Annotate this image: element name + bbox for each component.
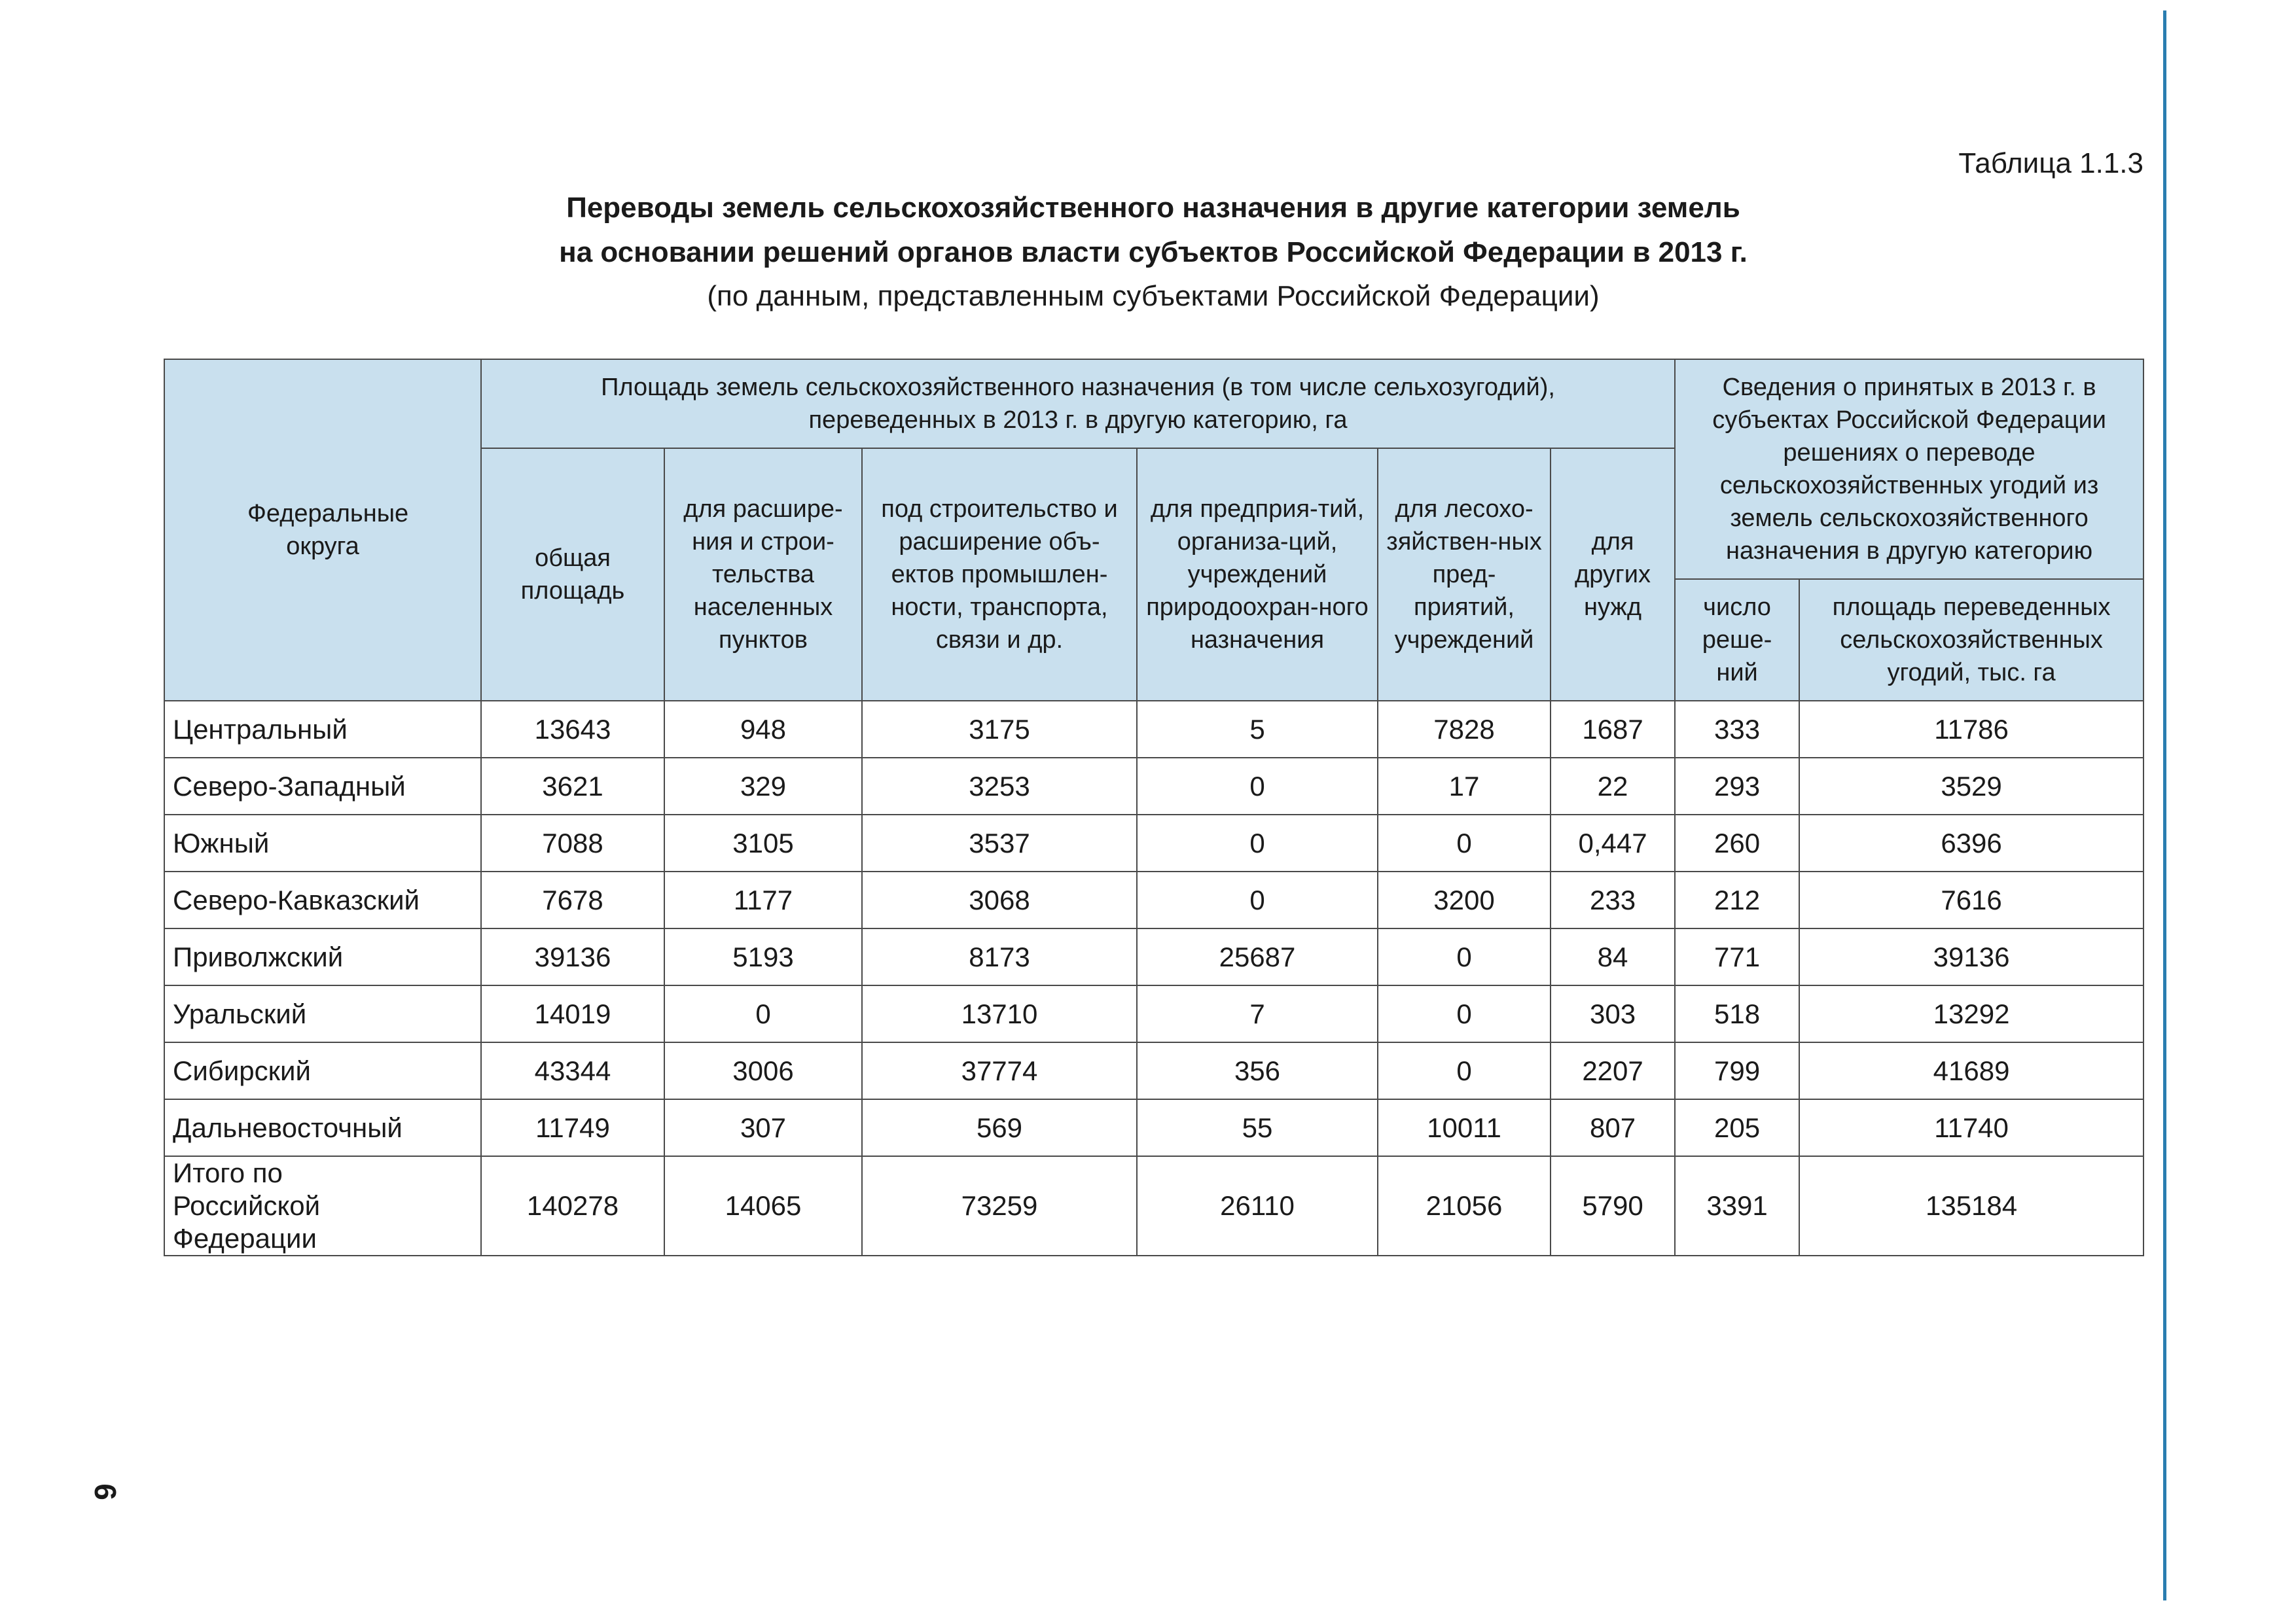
table-row [164, 758, 2144, 815]
header-area-group: Площадь земель сельскохозяйственного назначения (в том числе сельхозугодий), переведенных в 2013 г. в другую категорию, га [481, 359, 1675, 448]
cell-decisions: 212 [1675, 872, 1799, 928]
table-row [164, 815, 2144, 872]
cell-industry: 13710 [862, 985, 1137, 1042]
cell-decisions: 518 [1675, 985, 1799, 1042]
header-settlements: для расшире-ния и строи-тельства населенных пунктов [664, 448, 862, 701]
header-other: для других нужд [1551, 448, 1675, 701]
header-region: Федеральные округа [164, 359, 481, 701]
cell-settlements: 14065 [664, 1156, 862, 1256]
header-forestry: для лесохо-зяйствен-ных пред-приятий, учреждений [1378, 448, 1551, 701]
cell-nature: 7 [1137, 985, 1378, 1042]
table-row [164, 1156, 2144, 1256]
cell-region: Северо-Западный [164, 758, 481, 815]
cell-transferred: 3529 [1799, 758, 2144, 815]
cell-decisions: 3391 [1675, 1156, 1799, 1256]
page-number: 6 [88, 1483, 122, 1500]
cell-industry: 3253 [862, 758, 1137, 815]
cell-other: 2207 [1551, 1042, 1675, 1099]
cell-nature: 5 [1137, 701, 1378, 758]
cell-industry: 3537 [862, 815, 1137, 872]
cell-region: Центральный [164, 701, 481, 758]
page-edge-rule [2163, 10, 2166, 1600]
cell-nature: 55 [1137, 1099, 1378, 1156]
cell-total: 14019 [481, 985, 664, 1042]
cell-other: 303 [1551, 985, 1675, 1042]
cell-industry: 37774 [862, 1042, 1137, 1099]
cell-decisions: 799 [1675, 1042, 1799, 1099]
cell-settlements: 329 [664, 758, 862, 815]
cell-region: Северо-Кавказский [164, 872, 481, 928]
cell-other: 84 [1551, 928, 1675, 985]
cell-forestry: 0 [1378, 1042, 1551, 1099]
cell-transferred: 11786 [1799, 701, 2144, 758]
table-row [164, 928, 2144, 985]
header-info-group: Сведения о принятых в 2013 г. в субъектах Российской Федерации решениях о переводе сельскохозяйственных угодий из земель сельскохозяйственного назначения в другую категорию [1675, 359, 2144, 579]
table-row [164, 1099, 2144, 1156]
cell-forestry: 0 [1378, 928, 1551, 985]
title-subtitle: (по данным, представленным субъектами Российской Федерации) [707, 280, 1600, 312]
cell-total: 140278 [481, 1156, 664, 1256]
header-industry: под строительство и расширение объ-ектов промышлен-ности, транспорта, связи и др. [862, 448, 1137, 701]
cell-region: Дальневосточный [164, 1099, 481, 1156]
cell-settlements: 948 [664, 701, 862, 758]
title-line-1: Переводы земель сельскохозяйственного назначения в другие категории земель [566, 192, 1740, 224]
cell-total: 7088 [481, 815, 664, 872]
cell-industry: 3175 [862, 701, 1137, 758]
table-row [164, 985, 2144, 1042]
cell-total: 43344 [481, 1042, 664, 1099]
cell-decisions: 260 [1675, 815, 1799, 872]
table-row [164, 872, 2144, 928]
cell-settlements: 307 [664, 1099, 862, 1156]
cell-nature: 0 [1137, 758, 1378, 815]
cell-decisions: 205 [1675, 1099, 1799, 1156]
cell-forestry: 3200 [1378, 872, 1551, 928]
header-transferred: площадь переведенных сельскохозяйственных угодий, тыс. га [1799, 579, 2144, 701]
cell-nature: 0 [1137, 872, 1378, 928]
cell-nature: 356 [1137, 1042, 1378, 1099]
title-line-2: на основании решений органов власти субъектов Российской Федерации в 2013 г. [559, 236, 1748, 268]
cell-total: 3621 [481, 758, 664, 815]
cell-transferred: 6396 [1799, 815, 2144, 872]
cell-region: Южный [164, 815, 481, 872]
cell-region: Уральский [164, 985, 481, 1042]
table-number: Таблица 1.1.3 [1958, 147, 2144, 179]
cell-total: 11749 [481, 1099, 664, 1156]
cell-nature: 0 [1137, 815, 1378, 872]
cell-settlements: 0 [664, 985, 862, 1042]
cell-industry: 73259 [862, 1156, 1137, 1256]
cell-settlements: 5193 [664, 928, 862, 985]
cell-total: 13643 [481, 701, 664, 758]
cell-industry: 3068 [862, 872, 1137, 928]
table-row [164, 1042, 2144, 1099]
cell-decisions: 333 [1675, 701, 1799, 758]
cell-transferred: 41689 [1799, 1042, 2144, 1099]
cell-other: 233 [1551, 872, 1675, 928]
cell-other: 807 [1551, 1099, 1675, 1156]
cell-decisions: 771 [1675, 928, 1799, 985]
cell-forestry: 17 [1378, 758, 1551, 815]
cell-total: 39136 [481, 928, 664, 985]
header-total-area: общая площадь [481, 448, 664, 701]
cell-forestry: 0 [1378, 985, 1551, 1042]
cell-nature: 26110 [1137, 1156, 1378, 1256]
cell-forestry: 10011 [1378, 1099, 1551, 1156]
cell-industry: 8173 [862, 928, 1137, 985]
cell-other: 1687 [1551, 701, 1675, 758]
cell-other: 22 [1551, 758, 1675, 815]
cell-other: 5790 [1551, 1156, 1675, 1256]
cell-region: Приволжский [164, 928, 481, 985]
cell-transferred: 13292 [1799, 985, 2144, 1042]
cell-transferred: 39136 [1799, 928, 2144, 985]
header-decisions: число реше-ний [1675, 579, 1799, 701]
cell-industry: 569 [862, 1099, 1137, 1156]
land-transfer-table [164, 359, 2144, 1256]
header-nature: для предприя-тий, организа-ций, учреждений природоохран-ного назначения [1137, 448, 1378, 701]
cell-forestry: 21056 [1378, 1156, 1551, 1256]
cell-region: Итого по Российской Федерации [164, 1156, 481, 1256]
cell-forestry: 0 [1378, 815, 1551, 872]
cell-total: 7678 [481, 872, 664, 928]
cell-settlements: 3006 [664, 1042, 862, 1099]
cell-settlements: 3105 [664, 815, 862, 872]
cell-transferred: 7616 [1799, 872, 2144, 928]
cell-nature: 25687 [1137, 928, 1378, 985]
cell-settlements: 1177 [664, 872, 862, 928]
cell-other: 0,447 [1551, 815, 1675, 872]
cell-region: Сибирский [164, 1042, 481, 1099]
cell-decisions: 293 [1675, 758, 1799, 815]
table-row [164, 701, 2144, 758]
cell-transferred: 135184 [1799, 1156, 2144, 1256]
table-title [164, 186, 2143, 318]
cell-transferred: 11740 [1799, 1099, 2144, 1156]
cell-forestry: 7828 [1378, 701, 1551, 758]
